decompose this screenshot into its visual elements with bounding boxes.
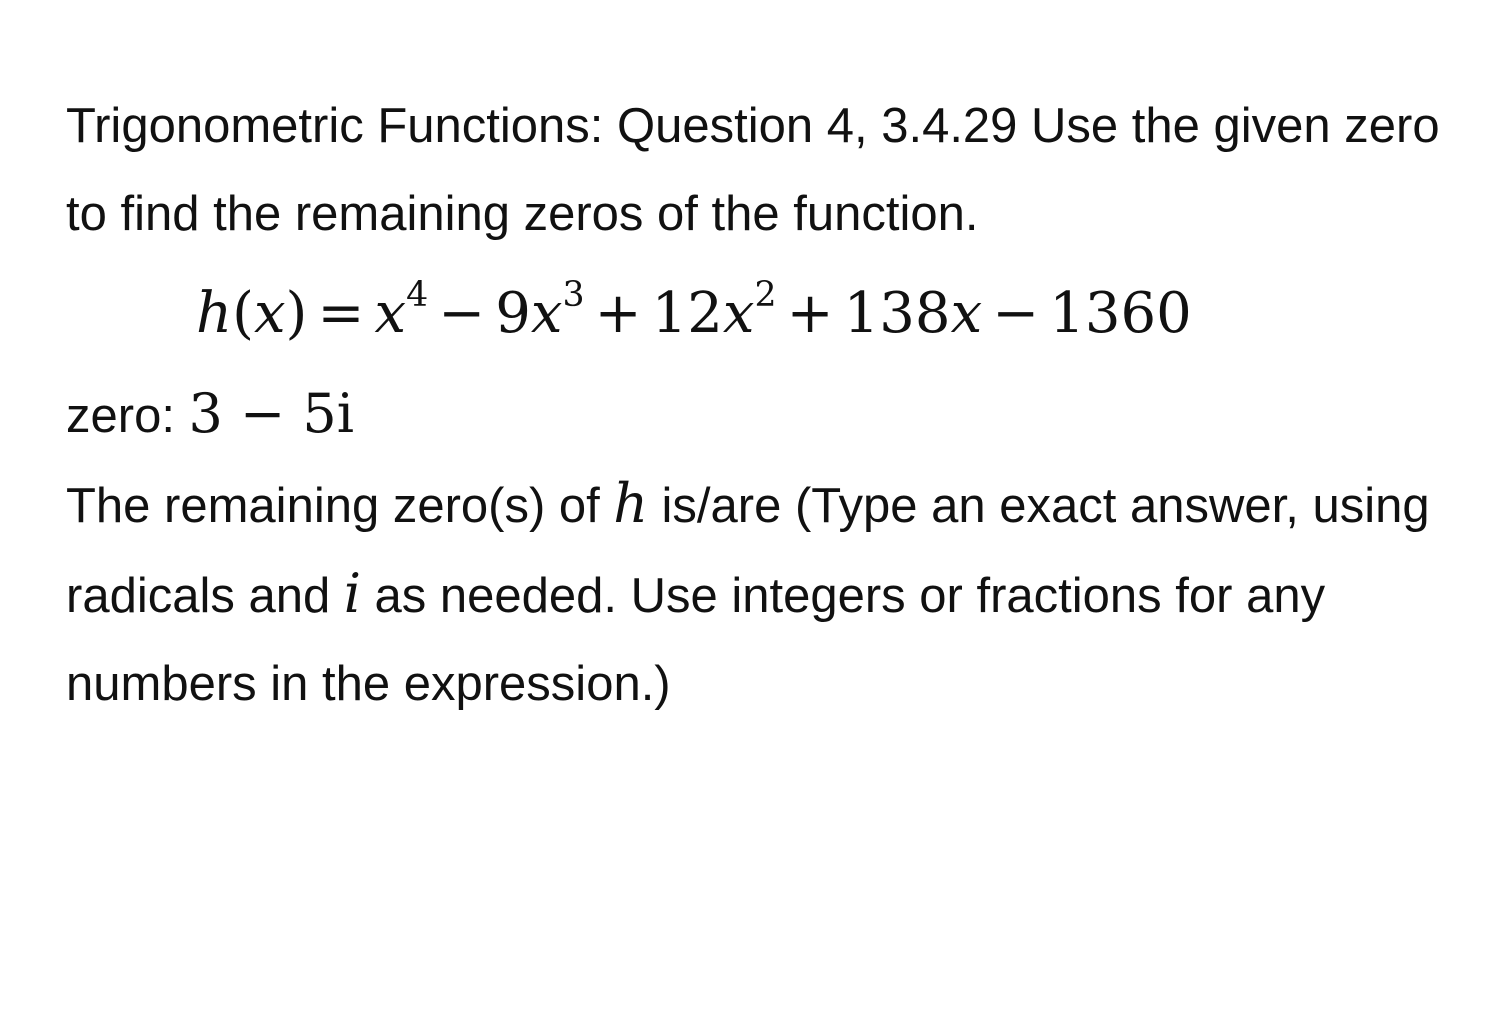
question-body [66,82,1456,728]
equation-var: x [253,281,286,346]
function-var-inline: h [613,472,649,535]
term-x3-var: x [530,281,563,346]
instructions-part3: as needed. Use integers or fractions for any numbers in the expression.) [66,569,1326,711]
constant-term: 1360 [1049,281,1192,346]
zero-label: zero: [66,389,175,443]
term-x3-exponent: 3 [562,274,585,315]
question-intro: Trigonometric Functions: Question 4, 3.4.29 Use the given zero to find the remaining zeros of the function. [66,99,1440,241]
term-x3-coefficient: 9 [495,281,531,346]
function-name: h [196,281,233,346]
imaginary-unit-inline: i [343,562,361,625]
instructions [66,460,1456,728]
term-x1-var: x [950,281,983,346]
term-x2-exponent: 2 [754,274,777,315]
zero-value: 3 − 5i [188,382,354,445]
term-x4-var: x [374,281,407,346]
term-x1-coefficient: 138 [843,281,951,346]
given-zero-line [66,370,1456,460]
operator-minus: − [438,281,486,346]
operator-plus: + [786,281,834,346]
operator-plus: + [594,281,642,346]
instructions-part1: The remaining zero(s) of [66,479,600,533]
equals-sign: = [317,281,365,346]
operator-minus: − [992,281,1040,346]
polynomial-equation: $h(x) = x^4 - 9x^3 + 12x^2 + 138x - 1360$ [196,274,1192,346]
term-x2-var: x [722,281,755,346]
term-x4-exponent: 4 [406,274,429,315]
term-x2-coefficient: 12 [651,281,723,346]
instructions-part2: is/are (Type an exact answer, using radicals and [66,479,1430,623]
